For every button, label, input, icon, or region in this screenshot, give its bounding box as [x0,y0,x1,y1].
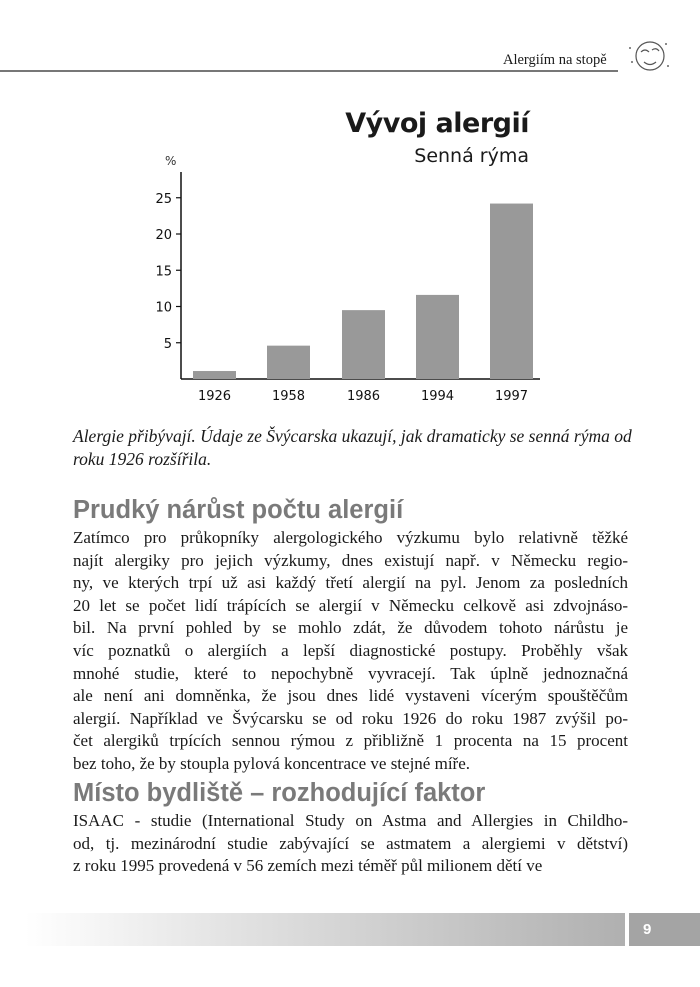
footer-bar [25,913,625,946]
bar-1986 [342,310,385,379]
x-tick-label: 1958 [271,389,306,404]
bar-1994 [416,295,459,379]
text-line: ny, ve kterých trpí už asi každý třetí alergií na pyl. Jenom za posledních [73,573,628,593]
text-line: bil. Na první pohled by se mohlo zdát, že důvodem tohoto nárůstu je [73,618,628,638]
text-line: od, tj. mezinárodní studie zabývající se astmatem a alergiemi v dětství) [73,833,628,853]
paragraph [73,810,628,878]
chart-plot [0,0,700,420]
x-tick-label: 1994 [420,389,455,404]
text-line: Zatímco pro průkopníky alergologického výzkumu bylo relativně těžké [73,528,628,547]
text-line: bez toho, že by stoupla pylová koncentrace ve stejné míře. [73,753,470,773]
section-heading: Prudký nárůst počtu alergií [73,496,404,524]
x-tick-label: 1986 [346,389,381,404]
y-tick-label: 25 [155,191,172,207]
text-line: čet alergiků trpících sennou rýmou z přibližně 1 procenta na 15 procent [73,731,628,751]
bar-1997 [490,204,533,379]
section-heading: Místo bydliště – rozhodující faktor [73,779,486,807]
bar-chart [0,0,700,420]
paragraph [73,527,628,776]
text-line: mnohé studie, které to nepochybně vyvracejí. Tak úplně jednoznačná [73,663,628,683]
text-line: 20 let se počet lidí trápících se alergií v Německu celkově asi zdvojnáso- [73,595,628,615]
running-title: Alergiím na stopě [503,52,607,68]
text-line: najít alergiky pro jejich výzkumy, dnes existují např. v Německu regio- [73,550,628,570]
chart-subtitle: Senná rýma [414,145,529,167]
x-tick-label: 1926 [197,389,232,404]
page-number: 9 [629,913,700,946]
y-axis-label: % [165,154,177,168]
text-line: ale není ani domněnka, že jsou dnes lidé vystaveni vícerým spouštěčům [73,686,628,706]
text-line: víc poznatků o alergiích a lepší diagnostické postupy. Proběhly však [73,640,628,660]
y-tick-label: 15 [155,264,172,280]
y-tick-label: 10 [155,300,172,316]
text-line: z roku 1995 provedená v 56 zemích mezi téměř půl milionem dětí ve [73,856,543,876]
y-tick-label: 20 [155,228,172,243]
bar-1926 [193,371,236,379]
text-line: alergií. Například ve Švýcarsku se od roku 1926 do roku 1987 zvýšil po- [73,708,628,728]
y-tick-label: 5 [163,336,172,352]
text-line: ISAAC - studie (International Study on Astma and Allergies in Childho- [73,811,628,830]
x-tick-label: 1997 [494,389,529,404]
chart-title: Vývoj alergií [345,108,529,139]
bar-1958 [267,346,310,379]
figure-caption: Alergie přibývají. Údaje ze Švýcarska ukazují, jak dramaticky se senná rýma od roku 1926 rozšířila. [73,426,632,469]
